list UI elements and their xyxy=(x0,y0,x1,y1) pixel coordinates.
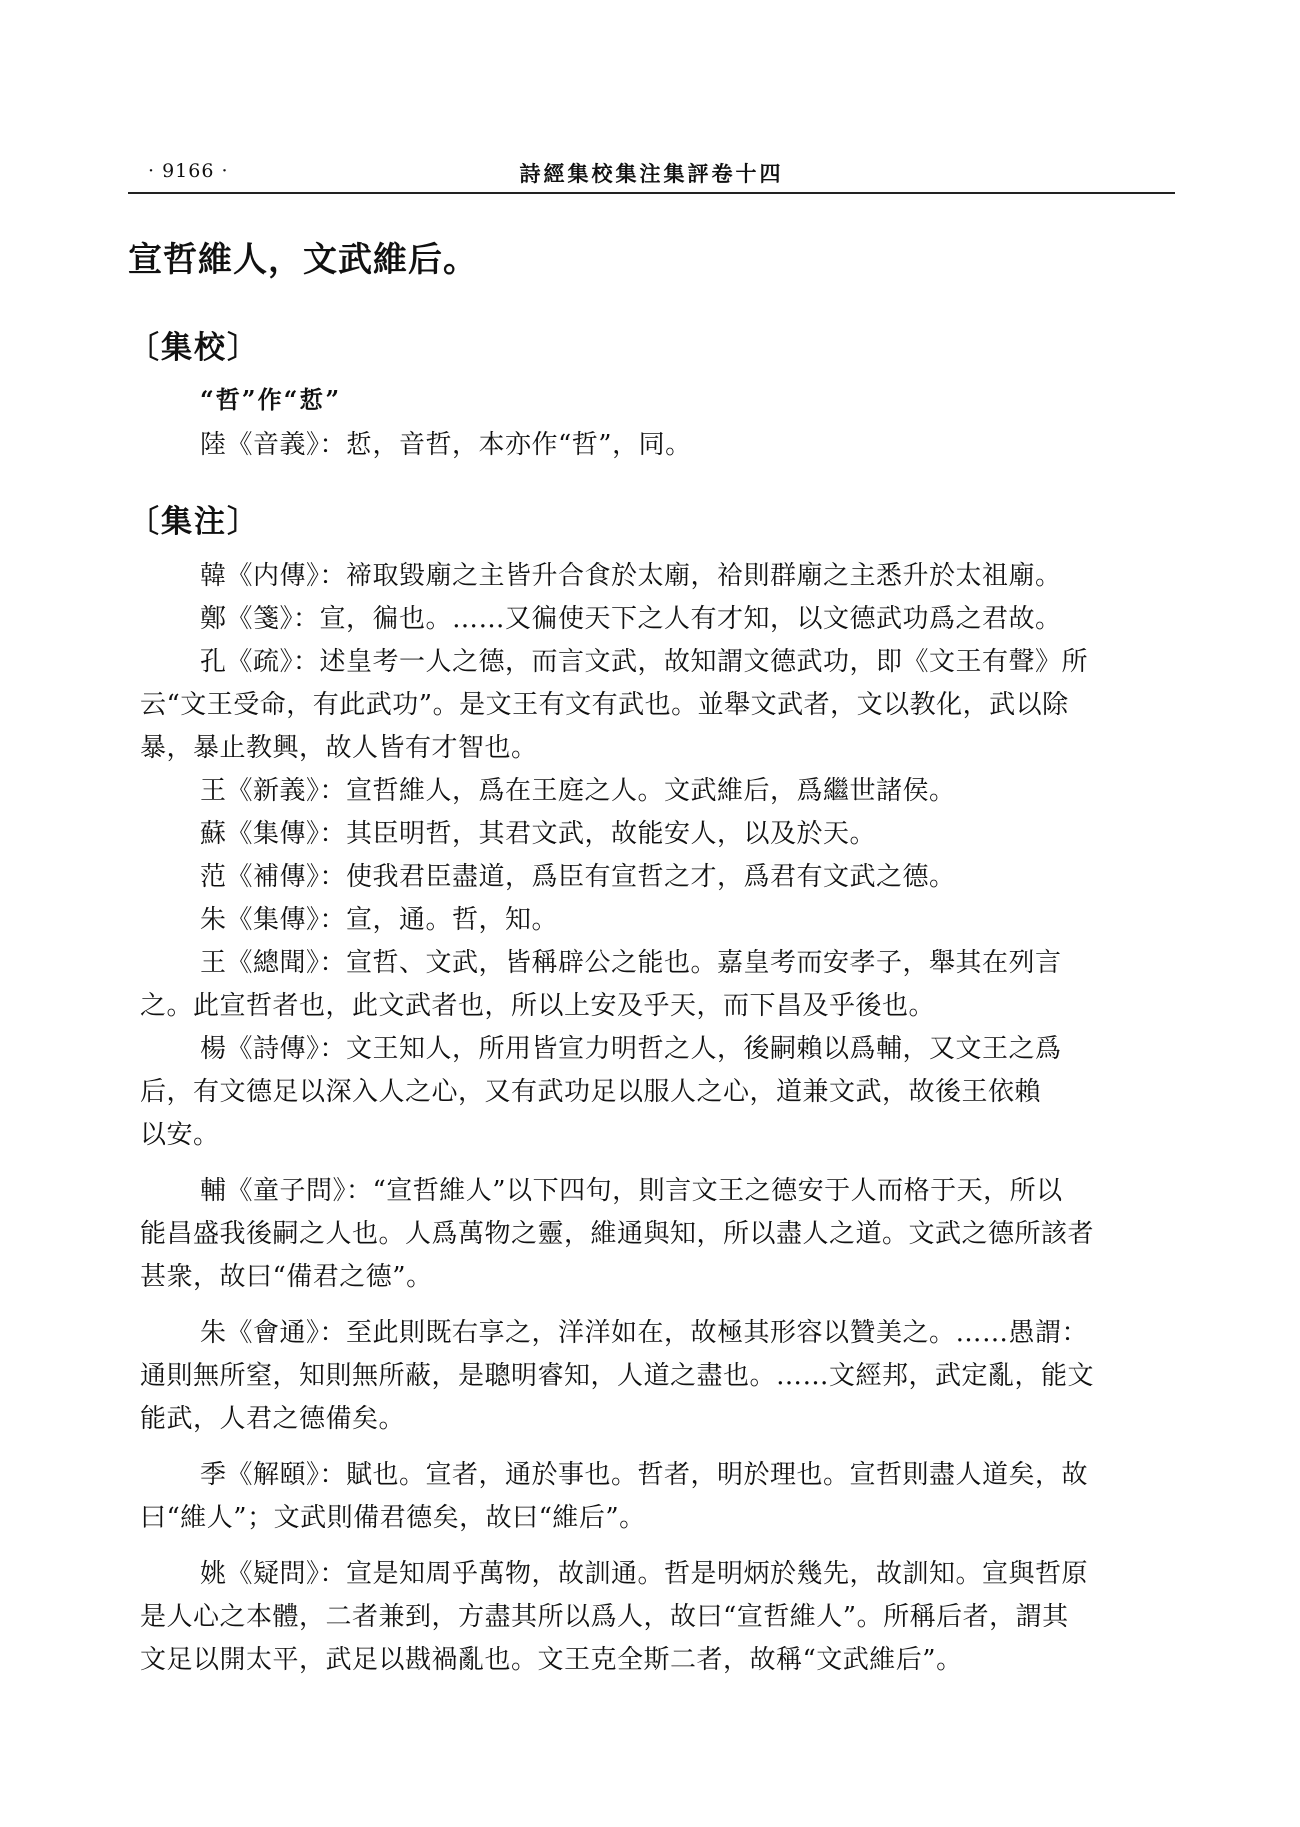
commentary-line: 文足以開太平，武足以戡禍亂也。文王克全斯二者，故稱“文武維后”。 xyxy=(140,1645,963,1675)
commentary-line: 王《總聞》：宣哲、文武，皆稱辟公之能也。嘉皇考而安孝子，舉其在列言 xyxy=(200,948,1062,978)
commentary-line: 后，有文德足以深入人之心，又有武功足以服人之心，道兼文武，故後王依賴 xyxy=(140,1077,1042,1107)
commentary-line: 朱《會通》：至此則既右享之，洋洋如在，故極其形容以贊美之。……愚謂： xyxy=(200,1318,1089,1348)
commentary-line: 韓《内傳》：禘取毀廟之主皆升合食於太廟，祫則群廟之主悉升於太祖廟。 xyxy=(200,561,1062,591)
running-title: 詩經集校集注集評卷十四 xyxy=(519,161,784,186)
commentary-line: 孔《疏》：述皇考一人之德，而言文武，故知謂文德武功，即《文王有聲》所 xyxy=(200,647,1089,677)
commentary-line: 范《補傳》：使我君臣盡道，爲臣有宣哲之才，爲君有文武之德。 xyxy=(200,862,956,892)
section-heading-jiaojiao: 〔集校〕 xyxy=(128,330,260,366)
commentary-line: 姚《疑問》：宣是知周乎萬物，故訓通。哲是明炳於幾先，故訓知。宣與哲原 xyxy=(200,1559,1089,1589)
collation-line: 陸《音義》：悊，音哲，本亦作“哲”，同。 xyxy=(200,430,692,460)
section-heading-jizhu: 〔集注〕 xyxy=(128,504,260,540)
commentary-line: 蘇《集傳》：其臣明哲，其君文武，故能安人，以及於天。 xyxy=(200,819,877,849)
page-number: · 9166 · xyxy=(148,160,229,182)
commentary-line: 輔《童子問》：“宣哲維人”以下四句，則言文王之德安于人而格于天，所以 xyxy=(200,1176,1063,1206)
page-header xyxy=(128,158,1175,194)
commentary-line: 暴，暴止教興，故人皆有才智也。 xyxy=(140,733,538,763)
commentary-line: 云“文王受命，有此武功”。是文王有文有武也。並舉文武者，文以教化，武以除 xyxy=(140,690,1069,720)
commentary-line: 朱《集傳》：宣，通。哲，知。 xyxy=(200,905,559,935)
commentary-line: 甚衆，故曰“備君之德”。 xyxy=(140,1262,433,1292)
commentary-line: 季《解頤》：賦也。宣者，通於事也。哲者，明於理也。宣哲則盡人道矣，故 xyxy=(200,1460,1089,1490)
commentary-line: 楊《詩傳》：文王知人，所用皆宣力明哲之人，後嗣賴以爲輔，又文王之爲 xyxy=(200,1034,1062,1064)
commentary-line: 王《新義》：宣哲維人，爲在王庭之人。文武維后，爲繼世諸侯。 xyxy=(200,776,956,806)
commentary-line: 曰“維人”；文武則備君德矣，故曰“維后”。 xyxy=(140,1503,646,1533)
commentary-line: 能昌盛我後嗣之人也。人爲萬物之靈，維通與知，所以盡人之道。文武之德所該者 xyxy=(140,1219,1095,1249)
verse-heading: 宣哲維人，文武維后。 xyxy=(128,240,478,280)
commentary-line: 能武，人君之德備矣。 xyxy=(140,1404,406,1434)
commentary-line: 鄭《箋》：宣，徧也。……又徧使天下之人有才知，以文德武功爲之君故。 xyxy=(200,604,1062,634)
commentary-line: 是人心之本體，二者兼到，方盡其所以爲人，故曰“宣哲維人”。所稱后者，謂其 xyxy=(140,1602,1069,1632)
commentary-line: 之。此宣哲者也，此文武者也，所以上安及乎天，而下昌及乎後也。 xyxy=(140,991,936,1021)
collation-entry-head: “哲”作“悊” xyxy=(200,385,342,414)
commentary-line: 以安。 xyxy=(140,1120,220,1150)
commentary-line: 通則無所窒，知則無所蔽，是聰明睿知，人道之盡也。……文經邦，武定亂，能文 xyxy=(140,1361,1095,1391)
